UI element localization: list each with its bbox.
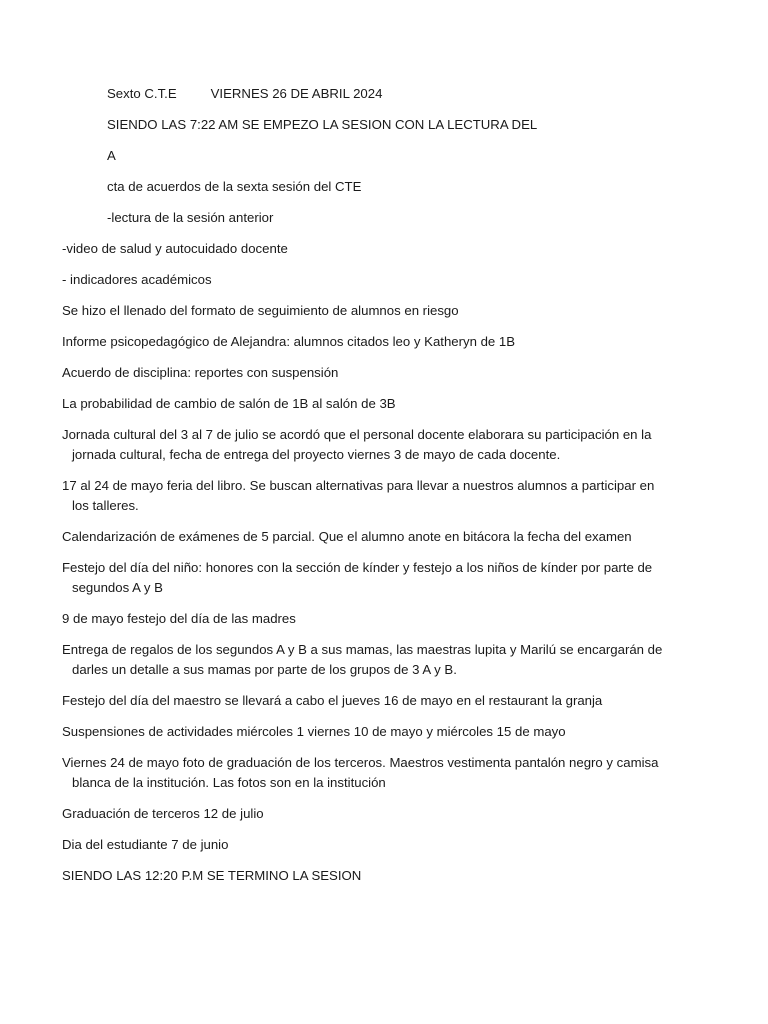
paragraph-7: Jornada cultural del 3 al 7 de julio se acordó que el personal docente elaborara su participación en la jornada cultural, fecha de entrega del proyecto viernes 3 de mayo de cada docente. [62,427,652,462]
paragraph-8: 17 al 24 de mayo feria del libro. Se buscan alternativas para llevar a nuestros alumnos a participar en los talleres. [62,478,655,513]
intro-line-1: SIENDO LAS 7:22 AM SE EMPEZO LA SESION CON LA LECTURA DEL [107,117,538,132]
intro-line-2: A [107,148,116,163]
paragraph-2: - indicadores académicos [62,272,212,287]
paragraph-5: Acuerdo de disciplina: reportes con suspensión [62,365,339,380]
intro-line-4: -lectura de la sesión anterior [107,210,274,225]
paragraph-12: Entrega de regalos de los segundos A y B a sus mamas, las maestras lupita y Marilú se encargarán de darles un detalle a sus mamas por parte de los grupos de 3 A y B. [62,642,663,677]
intro-line-3: cta de acuerdos de la sexta sesión del CTE [107,179,362,194]
paragraph-16: Graduación de terceros 12 de julio [62,806,264,821]
header-group: Sexto C.T.E [107,86,177,101]
paragraph-9: Calendarización de exámenes de 5 parcial. Que el alumno anote en bitácora la fecha del examen [62,529,632,544]
paragraph-10: Festejo del día del niño: honores con la sección de kínder y festejo a los niños de kínder por parte de segundos A y B [62,560,653,595]
header-date: VIERNES 26 DE ABRIL 2024 [210,86,383,101]
paragraph-1: -video de salud y autocuidado docente [62,241,288,256]
paragraph-14: Suspensiones de actividades miércoles 1 viernes 10 de mayo y miércoles 15 de mayo [62,724,566,739]
paragraph-3: Se hizo el llenado del formato de seguimiento de alumnos en riesgo [62,303,459,318]
paragraph-6: La probabilidad de cambio de salón de 1B al salón de 3B [62,396,396,411]
paragraph-13: Festejo del día del maestro se llevará a cabo el jueves 16 de mayo en el restaurant la granja [62,693,603,708]
paragraph-17: Dia del estudiante 7 de junio [62,837,229,852]
paragraph-18: SIENDO LAS 12:20 P.M SE TERMINO LA SESION [62,868,362,883]
minutes-body [62,84,672,897]
paragraph-15: Viernes 24 de mayo foto de graduación de los terceros. Maestros vestimenta pantalón negro y camisa blanca de la institución. Las fotos son en la institución [62,755,659,790]
header-line [62,84,672,104]
paragraph-11: 9 de mayo festejo del día de las madres [62,611,296,626]
paragraph-4: Informe psicopedagógico de Alejandra: alumnos citados leo y Katheryn de 1B [62,334,516,349]
